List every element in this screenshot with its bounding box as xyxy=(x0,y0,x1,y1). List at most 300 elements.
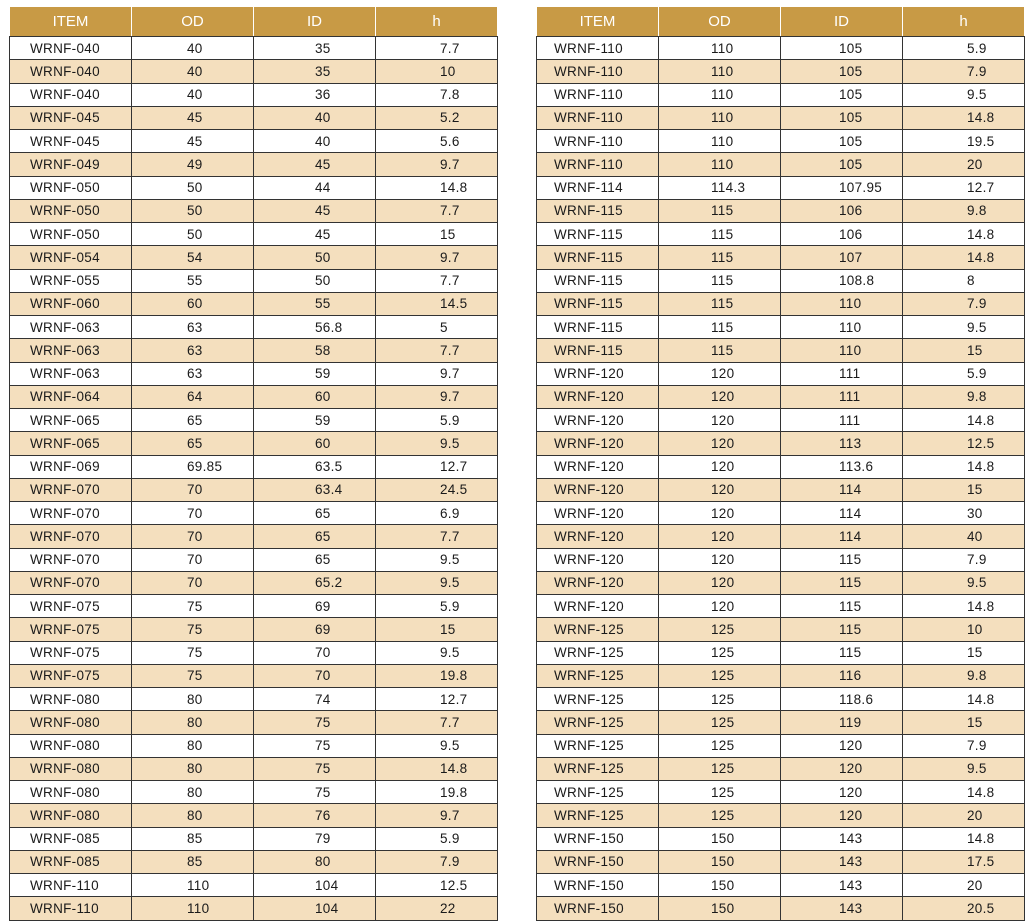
od-cell: 70 xyxy=(132,502,254,525)
table-row xyxy=(10,827,498,850)
od-cell: 115 xyxy=(659,223,781,246)
id-cell: 104 xyxy=(254,874,376,897)
id-cell: 143 xyxy=(781,874,903,897)
od-cell: 80 xyxy=(132,711,254,734)
table-row xyxy=(537,688,1025,711)
od-cell: 120 xyxy=(659,525,781,548)
table-row xyxy=(10,60,498,83)
od-cell: 120 xyxy=(659,478,781,501)
item-cell: WRNF-110 xyxy=(537,153,659,176)
h-cell: 6.9 xyxy=(376,502,498,525)
table-row xyxy=(537,269,1025,292)
h-cell: 30 xyxy=(903,502,1025,525)
item-cell: WRNF-070 xyxy=(10,478,132,501)
od-cell: 65 xyxy=(132,432,254,455)
od-cell: 80 xyxy=(132,688,254,711)
header-item: ITEM xyxy=(537,7,659,37)
item-cell: WRNF-054 xyxy=(10,246,132,269)
id-cell: 115 xyxy=(781,548,903,571)
id-cell: 114 xyxy=(781,478,903,501)
item-cell: WRNF-063 xyxy=(10,316,132,339)
od-cell: 75 xyxy=(132,595,254,618)
od-cell: 150 xyxy=(659,897,781,920)
od-cell: 115 xyxy=(659,269,781,292)
table-row xyxy=(537,548,1025,571)
id-cell: 114 xyxy=(781,525,903,548)
item-cell: WRNF-120 xyxy=(537,478,659,501)
id-cell: 70 xyxy=(254,664,376,687)
id-cell: 63.4 xyxy=(254,478,376,501)
od-cell: 75 xyxy=(132,641,254,664)
h-cell: 15 xyxy=(903,641,1025,664)
id-cell: 76 xyxy=(254,804,376,827)
h-cell: 9.5 xyxy=(376,571,498,594)
id-cell: 75 xyxy=(254,781,376,804)
h-cell: 19.5 xyxy=(903,130,1025,153)
table-row xyxy=(10,874,498,897)
id-cell: 40 xyxy=(254,106,376,129)
item-cell: WRNF-115 xyxy=(537,199,659,222)
od-cell: 75 xyxy=(132,618,254,641)
h-cell: 9.7 xyxy=(376,362,498,385)
h-cell: 20.5 xyxy=(903,897,1025,920)
h-cell: 9.7 xyxy=(376,385,498,408)
od-cell: 40 xyxy=(132,37,254,60)
table-row xyxy=(537,292,1025,315)
id-cell: 143 xyxy=(781,897,903,920)
h-cell: 9.5 xyxy=(376,641,498,664)
od-cell: 110 xyxy=(132,874,254,897)
table-row xyxy=(537,385,1025,408)
od-cell: 120 xyxy=(659,385,781,408)
table-row xyxy=(10,106,498,129)
table-row xyxy=(537,455,1025,478)
h-cell: 7.9 xyxy=(903,60,1025,83)
od-cell: 125 xyxy=(659,711,781,734)
h-cell: 5.9 xyxy=(903,37,1025,60)
table-row xyxy=(10,246,498,269)
table-row xyxy=(10,37,498,60)
table-row xyxy=(10,339,498,362)
od-cell: 115 xyxy=(659,199,781,222)
id-cell: 50 xyxy=(254,246,376,269)
table-row xyxy=(537,339,1025,362)
h-cell: 7.9 xyxy=(903,292,1025,315)
h-cell: 12.5 xyxy=(376,874,498,897)
table-row xyxy=(537,525,1025,548)
od-cell: 40 xyxy=(132,60,254,83)
item-cell: WRNF-080 xyxy=(10,711,132,734)
h-cell: 9.5 xyxy=(376,734,498,757)
h-cell: 17.5 xyxy=(903,850,1025,873)
h-cell: 22 xyxy=(376,897,498,920)
item-cell: WRNF-075 xyxy=(10,595,132,618)
h-cell: 7.7 xyxy=(376,339,498,362)
od-cell: 110 xyxy=(659,37,781,60)
table-row xyxy=(10,130,498,153)
table-row xyxy=(10,385,498,408)
h-cell: 15 xyxy=(376,223,498,246)
id-cell: 35 xyxy=(254,37,376,60)
id-cell: 108.8 xyxy=(781,269,903,292)
id-cell: 58 xyxy=(254,339,376,362)
od-cell: 54 xyxy=(132,246,254,269)
item-cell: WRNF-125 xyxy=(537,734,659,757)
table-row xyxy=(10,548,498,571)
table-row xyxy=(10,734,498,757)
id-cell: 44 xyxy=(254,176,376,199)
table-row xyxy=(10,897,498,920)
h-cell: 7.9 xyxy=(376,850,498,873)
item-cell: WRNF-080 xyxy=(10,688,132,711)
h-cell: 9.5 xyxy=(903,757,1025,780)
od-cell: 63 xyxy=(132,316,254,339)
table-row xyxy=(537,153,1025,176)
od-cell: 120 xyxy=(659,548,781,571)
item-cell: WRNF-055 xyxy=(10,269,132,292)
table-row xyxy=(537,850,1025,873)
table-body xyxy=(537,37,1025,921)
od-cell: 110 xyxy=(659,130,781,153)
id-cell: 113.6 xyxy=(781,455,903,478)
od-cell: 115 xyxy=(659,292,781,315)
h-cell: 14.8 xyxy=(903,781,1025,804)
table-row xyxy=(10,804,498,827)
item-cell: WRNF-115 xyxy=(537,316,659,339)
id-cell: 60 xyxy=(254,385,376,408)
od-cell: 65 xyxy=(132,409,254,432)
h-cell: 5.2 xyxy=(376,106,498,129)
od-cell: 115 xyxy=(659,316,781,339)
od-cell: 70 xyxy=(132,548,254,571)
h-cell: 7.7 xyxy=(376,37,498,60)
h-cell: 9.5 xyxy=(903,316,1025,339)
table-row xyxy=(10,316,498,339)
od-cell: 125 xyxy=(659,688,781,711)
item-cell: WRNF-050 xyxy=(10,223,132,246)
h-cell: 9.7 xyxy=(376,153,498,176)
h-cell: 12.7 xyxy=(903,176,1025,199)
table-row xyxy=(10,455,498,478)
h-cell: 9.5 xyxy=(376,548,498,571)
item-cell: WRNF-045 xyxy=(10,106,132,129)
h-cell: 5.9 xyxy=(376,595,498,618)
table-row xyxy=(537,781,1025,804)
table-row xyxy=(537,316,1025,339)
item-cell: WRNF-120 xyxy=(537,502,659,525)
h-cell: 14.8 xyxy=(903,409,1025,432)
od-cell: 80 xyxy=(132,757,254,780)
id-cell: 118.6 xyxy=(781,688,903,711)
item-cell: WRNF-069 xyxy=(10,455,132,478)
table-row xyxy=(537,804,1025,827)
item-cell: WRNF-065 xyxy=(10,432,132,455)
id-cell: 110 xyxy=(781,316,903,339)
table-row xyxy=(10,502,498,525)
id-cell: 59 xyxy=(254,362,376,385)
od-cell: 110 xyxy=(659,106,781,129)
item-cell: WRNF-070 xyxy=(10,571,132,594)
od-cell: 69.85 xyxy=(132,455,254,478)
od-cell: 125 xyxy=(659,641,781,664)
item-cell: WRNF-125 xyxy=(537,618,659,641)
id-cell: 111 xyxy=(781,385,903,408)
od-cell: 115 xyxy=(659,339,781,362)
id-cell: 79 xyxy=(254,827,376,850)
table-row xyxy=(537,571,1025,594)
id-cell: 35 xyxy=(254,60,376,83)
table-row xyxy=(537,223,1025,246)
od-cell: 40 xyxy=(132,83,254,106)
id-cell: 105 xyxy=(781,37,903,60)
id-cell: 65 xyxy=(254,502,376,525)
od-cell: 80 xyxy=(132,781,254,804)
id-cell: 106 xyxy=(781,223,903,246)
h-cell: 5.6 xyxy=(376,130,498,153)
item-cell: WRNF-120 xyxy=(537,385,659,408)
h-cell: 14.8 xyxy=(903,223,1025,246)
od-cell: 75 xyxy=(132,664,254,687)
od-cell: 64 xyxy=(132,385,254,408)
od-cell: 49 xyxy=(132,153,254,176)
item-cell: WRNF-080 xyxy=(10,804,132,827)
item-cell: WRNF-115 xyxy=(537,292,659,315)
id-cell: 65 xyxy=(254,548,376,571)
item-cell: WRNF-060 xyxy=(10,292,132,315)
h-cell: 14.8 xyxy=(903,246,1025,269)
h-cell: 19.8 xyxy=(376,781,498,804)
table-body xyxy=(10,37,498,921)
item-cell: WRNF-085 xyxy=(10,827,132,850)
od-cell: 120 xyxy=(659,595,781,618)
id-cell: 105 xyxy=(781,83,903,106)
table-row xyxy=(537,897,1025,920)
table-row xyxy=(10,153,498,176)
header-id: ID xyxy=(781,7,903,37)
table-row xyxy=(537,618,1025,641)
item-cell: WRNF-150 xyxy=(537,850,659,873)
header-h: h xyxy=(376,7,498,37)
id-cell: 55 xyxy=(254,292,376,315)
table-row xyxy=(10,850,498,873)
table-row xyxy=(10,176,498,199)
id-cell: 115 xyxy=(781,571,903,594)
h-cell: 9.5 xyxy=(903,571,1025,594)
item-cell: WRNF-115 xyxy=(537,223,659,246)
od-cell: 85 xyxy=(132,850,254,873)
od-cell: 150 xyxy=(659,874,781,897)
id-cell: 45 xyxy=(254,199,376,222)
table-row xyxy=(10,525,498,548)
item-cell: WRNF-120 xyxy=(537,595,659,618)
table-row xyxy=(537,409,1025,432)
od-cell: 150 xyxy=(659,827,781,850)
od-cell: 63 xyxy=(132,339,254,362)
item-cell: WRNF-085 xyxy=(10,850,132,873)
id-cell: 69 xyxy=(254,618,376,641)
table-row xyxy=(10,292,498,315)
od-cell: 120 xyxy=(659,571,781,594)
h-cell: 24.5 xyxy=(376,478,498,501)
table-row xyxy=(10,223,498,246)
od-cell: 70 xyxy=(132,571,254,594)
id-cell: 143 xyxy=(781,827,903,850)
od-cell: 70 xyxy=(132,478,254,501)
item-cell: WRNF-075 xyxy=(10,618,132,641)
h-cell: 7.7 xyxy=(376,269,498,292)
item-cell: WRNF-120 xyxy=(537,362,659,385)
item-cell: WRNF-125 xyxy=(537,688,659,711)
item-cell: WRNF-070 xyxy=(10,548,132,571)
id-cell: 106 xyxy=(781,199,903,222)
id-cell: 75 xyxy=(254,734,376,757)
id-cell: 120 xyxy=(781,757,903,780)
h-cell: 10 xyxy=(376,60,498,83)
item-cell: WRNF-063 xyxy=(10,362,132,385)
id-cell: 60 xyxy=(254,432,376,455)
h-cell: 15 xyxy=(903,711,1025,734)
table-row xyxy=(10,664,498,687)
spec-table-left xyxy=(9,6,498,921)
h-cell: 20 xyxy=(903,804,1025,827)
id-cell: 104 xyxy=(254,897,376,920)
table-row xyxy=(10,571,498,594)
table-row xyxy=(537,595,1025,618)
od-cell: 110 xyxy=(659,83,781,106)
id-cell: 59 xyxy=(254,409,376,432)
table-row xyxy=(537,664,1025,687)
item-cell: WRNF-115 xyxy=(537,339,659,362)
h-cell: 9.7 xyxy=(376,246,498,269)
item-cell: WRNF-040 xyxy=(10,60,132,83)
item-cell: WRNF-063 xyxy=(10,339,132,362)
id-cell: 110 xyxy=(781,339,903,362)
id-cell: 75 xyxy=(254,757,376,780)
id-cell: 120 xyxy=(781,781,903,804)
item-cell: WRNF-110 xyxy=(537,130,659,153)
table-row xyxy=(537,641,1025,664)
od-cell: 110 xyxy=(132,897,254,920)
id-cell: 105 xyxy=(781,106,903,129)
id-cell: 107 xyxy=(781,246,903,269)
h-cell: 12.7 xyxy=(376,688,498,711)
header-id: ID xyxy=(254,7,376,37)
item-cell: WRNF-115 xyxy=(537,269,659,292)
h-cell: 14.8 xyxy=(903,827,1025,850)
h-cell: 7.7 xyxy=(376,711,498,734)
od-cell: 80 xyxy=(132,734,254,757)
id-cell: 107.95 xyxy=(781,176,903,199)
item-cell: WRNF-150 xyxy=(537,897,659,920)
h-cell: 5 xyxy=(376,316,498,339)
od-cell: 50 xyxy=(132,199,254,222)
table-row xyxy=(537,734,1025,757)
table-row xyxy=(537,874,1025,897)
id-cell: 113 xyxy=(781,432,903,455)
table-row xyxy=(537,60,1025,83)
table-header-row xyxy=(10,7,498,37)
h-cell: 14.8 xyxy=(903,595,1025,618)
table-row xyxy=(10,409,498,432)
table-row xyxy=(537,106,1025,129)
id-cell: 75 xyxy=(254,711,376,734)
item-cell: WRNF-120 xyxy=(537,548,659,571)
table-row xyxy=(537,711,1025,734)
h-cell: 20 xyxy=(903,874,1025,897)
item-cell: WRNF-045 xyxy=(10,130,132,153)
id-cell: 36 xyxy=(254,83,376,106)
id-cell: 119 xyxy=(781,711,903,734)
item-cell: WRNF-064 xyxy=(10,385,132,408)
h-cell: 14.8 xyxy=(903,688,1025,711)
h-cell: 10 xyxy=(903,618,1025,641)
od-cell: 125 xyxy=(659,781,781,804)
od-cell: 45 xyxy=(132,106,254,129)
h-cell: 14.8 xyxy=(903,106,1025,129)
header-h: h xyxy=(903,7,1025,37)
item-cell: WRNF-150 xyxy=(537,827,659,850)
od-cell: 63 xyxy=(132,362,254,385)
header-od: OD xyxy=(132,7,254,37)
h-cell: 9.5 xyxy=(376,432,498,455)
table-row xyxy=(537,37,1025,60)
h-cell: 5.9 xyxy=(376,827,498,850)
id-cell: 143 xyxy=(781,850,903,873)
table-row xyxy=(537,362,1025,385)
h-cell: 19.8 xyxy=(376,664,498,687)
table-row xyxy=(10,83,498,106)
h-cell: 15 xyxy=(903,339,1025,362)
item-cell: WRNF-110 xyxy=(537,83,659,106)
item-cell: WRNF-110 xyxy=(10,897,132,920)
item-cell: WRNF-050 xyxy=(10,176,132,199)
h-cell: 7.7 xyxy=(376,525,498,548)
id-cell: 114 xyxy=(781,502,903,525)
item-cell: WRNF-049 xyxy=(10,153,132,176)
id-cell: 63.5 xyxy=(254,455,376,478)
od-cell: 120 xyxy=(659,455,781,478)
h-cell: 15 xyxy=(376,618,498,641)
h-cell: 15 xyxy=(903,478,1025,501)
h-cell: 7.9 xyxy=(903,548,1025,571)
h-cell: 14.5 xyxy=(376,292,498,315)
h-cell: 7.7 xyxy=(376,199,498,222)
id-cell: 40 xyxy=(254,130,376,153)
h-cell: 9.7 xyxy=(376,804,498,827)
item-cell: WRNF-110 xyxy=(10,874,132,897)
od-cell: 45 xyxy=(132,130,254,153)
od-cell: 114.3 xyxy=(659,176,781,199)
item-cell: WRNF-110 xyxy=(537,60,659,83)
item-cell: WRNF-125 xyxy=(537,664,659,687)
id-cell: 65 xyxy=(254,525,376,548)
od-cell: 70 xyxy=(132,525,254,548)
table-row xyxy=(10,432,498,455)
h-cell: 14.8 xyxy=(376,176,498,199)
od-cell: 50 xyxy=(132,176,254,199)
item-cell: WRNF-075 xyxy=(10,641,132,664)
table-row xyxy=(10,711,498,734)
table-row xyxy=(10,199,498,222)
item-cell: WRNF-040 xyxy=(10,83,132,106)
table-row xyxy=(10,269,498,292)
id-cell: 50 xyxy=(254,269,376,292)
item-cell: WRNF-050 xyxy=(10,199,132,222)
table-row xyxy=(10,478,498,501)
od-cell: 150 xyxy=(659,850,781,873)
id-cell: 69 xyxy=(254,595,376,618)
table-row xyxy=(10,618,498,641)
